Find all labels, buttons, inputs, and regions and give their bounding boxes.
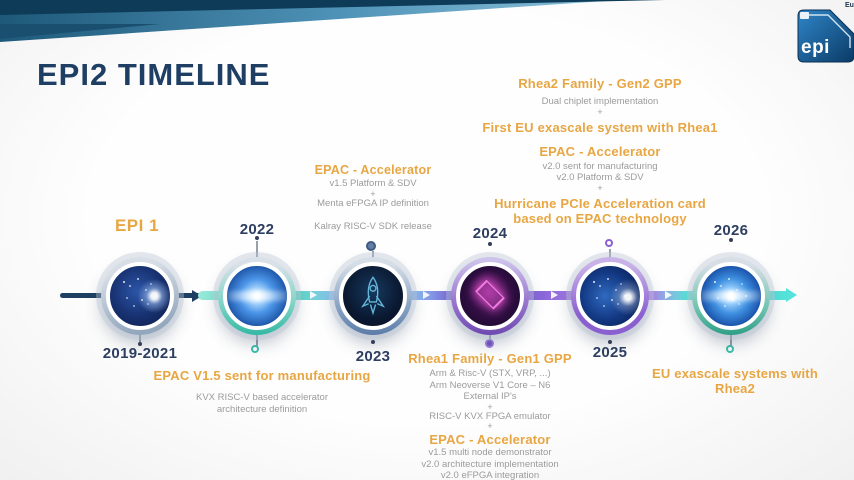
annotation-rhea2-2026 <box>465 76 735 226</box>
separator: + <box>487 401 493 412</box>
annotation-line: v2.0 eFPGA integration <box>440 470 540 480</box>
annotation-line: Dual chiplet implementation <box>541 96 659 107</box>
epi-logo-text: epi <box>801 37 830 58</box>
year-label-2026: 2026 <box>713 222 749 239</box>
timeline-node-2026 <box>692 257 770 335</box>
timeline-node-2023 <box>334 257 412 335</box>
annotation-heading: EPAC - Accelerator <box>539 143 661 159</box>
chevron-right-icon <box>665 291 672 299</box>
marker-ring-purple <box>605 239 613 247</box>
rocket-icon <box>339 262 407 330</box>
annotation-heading: based on EPAC technology <box>513 210 687 226</box>
page-title: EPI2 TIMELINE <box>37 57 271 92</box>
annotation-heading: Rhea2 <box>714 381 756 396</box>
annotation-heading: Hurricane PCIe Acceleration card <box>494 195 706 211</box>
stem <box>256 241 258 258</box>
annotation-heading: Rhea2 Family - Gen2 GPP <box>518 76 682 91</box>
annotation-rhea2-exascale <box>635 366 835 396</box>
annotation-heading: First EU exascale system with Rhea1 <box>482 119 718 135</box>
holo-diamond-icon <box>456 262 524 330</box>
cyan-arrowhead-icon <box>786 288 797 302</box>
annotation-line: v1.5 multi node demonstrator <box>428 447 552 458</box>
timeline-node-2025 <box>571 257 649 335</box>
corner-caption: Eu <box>845 2 854 9</box>
chevron-right-icon <box>551 291 558 299</box>
year-label-2019-2021: 2019-2021 <box>102 345 178 362</box>
globe-network-icon <box>106 262 174 330</box>
stem <box>139 334 141 342</box>
annotation-heading: Rhea1 Family - Gen1 GPP <box>408 351 572 366</box>
year-label-2022: 2022 <box>239 221 275 238</box>
year-label-2025: 2025 <box>592 344 628 361</box>
particle-field-icon <box>576 262 644 330</box>
timeline-node-2019-2021 <box>101 257 179 335</box>
year-label-2024: 2024 <box>472 225 508 242</box>
year-label-2023: 2023 <box>355 348 391 365</box>
epi-logo <box>790 4 854 66</box>
chevron-right-icon <box>310 291 317 299</box>
chip-glow-icon <box>697 262 765 330</box>
annotation-epac-2022 <box>137 368 387 415</box>
annotation-heading: EPAC - Accelerator <box>314 163 432 177</box>
annotation-rhea1-2024 <box>385 351 595 480</box>
marker-filled-blue <box>366 241 376 251</box>
stem <box>256 334 258 346</box>
annotation-line: Arm & Risc-V (STX, VRP, ...) <box>429 368 551 379</box>
separator: + <box>597 106 603 117</box>
annotation-line: v1.5 Platform & SDV <box>329 178 417 189</box>
annotation-line: RISC-V KVX FPGA emulator <box>429 410 551 422</box>
timeline-node-2022 <box>218 257 296 335</box>
annotation-line: KVX RISC-V based accelerator <box>195 392 328 403</box>
marker-ring-teal <box>251 345 259 353</box>
annotation-line: architecture definition <box>216 403 308 415</box>
annotation-epac-2023 <box>278 163 468 233</box>
marker-dot <box>371 340 375 344</box>
marker-dot <box>488 242 492 246</box>
separator: + <box>597 182 603 193</box>
chip-glow-icon <box>223 262 291 330</box>
chevron-right-icon <box>423 291 430 299</box>
era-label-epi1: EPI 1 <box>114 216 160 235</box>
annotation-line: v2.0 sent for manufacturing <box>542 160 658 172</box>
annotation-heading: EU exascale systems with <box>652 366 818 381</box>
timeline-node-2024 <box>451 257 529 335</box>
annotation-line: Menta eFPGA IP definition <box>317 197 429 209</box>
separator: + <box>487 421 493 431</box>
annotation-line: v2.0 architecture implementation <box>421 458 559 470</box>
annotation-line: v2.0 Platform & SDV <box>556 172 644 183</box>
separator: + <box>370 188 376 199</box>
annotation-line: Arm Neoverse V1 Core – N6 <box>429 379 551 391</box>
annotation-heading: EPAC V1.5 sent for manufacturing <box>153 368 371 383</box>
annotation-line: Kalray RISC-V SDK release <box>314 221 432 232</box>
annotation-heading: EPAC - Accelerator <box>429 432 551 447</box>
marker-filled-purple <box>485 339 494 348</box>
annotation-line: External IP's <box>463 391 517 402</box>
marker-ring-teal <box>726 345 734 353</box>
